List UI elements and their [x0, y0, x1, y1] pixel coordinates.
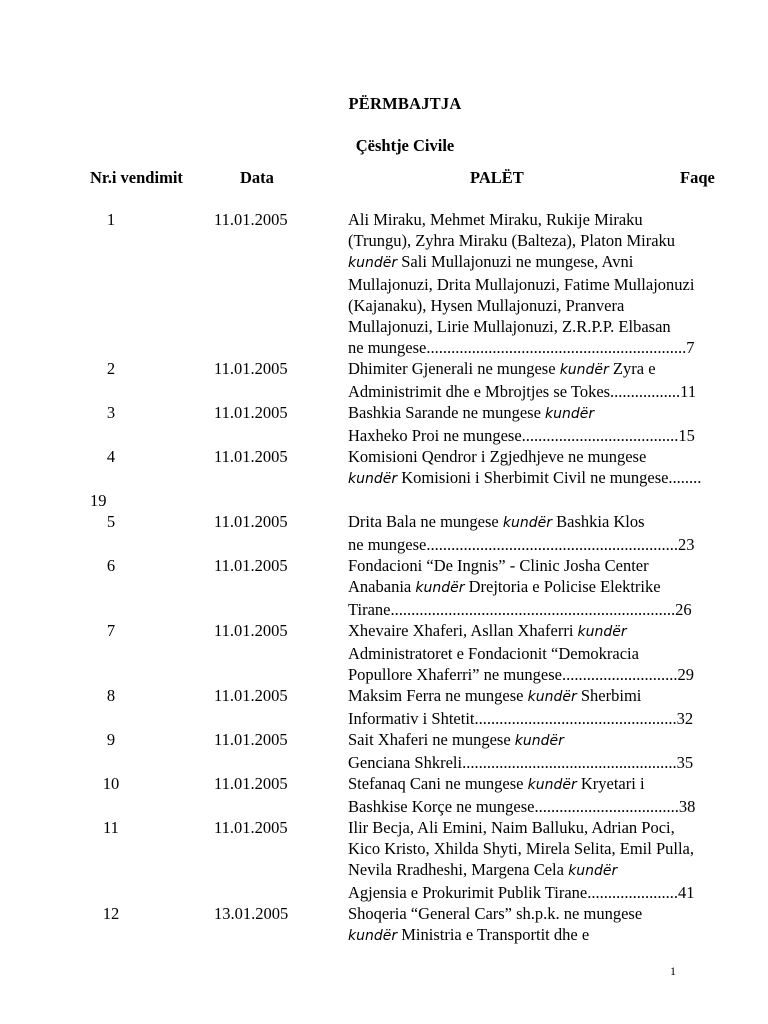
kunder-word: kundër — [348, 928, 398, 944]
kunder-word: kundër — [527, 777, 577, 793]
wrapped-page-number: 19 — [90, 491, 107, 510]
table-row — [0, 555, 768, 620]
parties-line — [348, 274, 720, 295]
parties-line — [348, 817, 720, 838]
decision-date: 11.01.2005 — [214, 512, 288, 531]
parties-segment: Fondacioni “De Ingnis” - Clinic Josha Center — [348, 556, 649, 575]
parties-segment: (Kajanaku), Hysen Mullajonuzi, Pranvera — [348, 296, 625, 315]
decision-number: 2 — [106, 359, 116, 378]
parties-text — [348, 620, 720, 685]
table-row — [0, 729, 768, 773]
parties-line — [348, 620, 720, 643]
kunder-word: kundër — [502, 515, 552, 531]
parties-segment: Popullore Xhaferri” ne mungese............................29 — [348, 665, 694, 684]
parties-line — [348, 924, 720, 947]
parties-line — [348, 425, 720, 446]
parties-line — [348, 381, 720, 402]
parties-line — [348, 446, 720, 467]
parties-line — [348, 664, 720, 685]
parties-line — [348, 859, 720, 882]
table-row — [0, 903, 768, 947]
decision-number: 5 — [106, 512, 116, 531]
parties-segment: Shoqeria “General Cars” sh.p.k. ne mungese — [348, 904, 643, 923]
kunder-word: kundër — [559, 362, 609, 378]
kunder-word: kundër — [348, 255, 398, 271]
page-number: 1 — [670, 964, 676, 978]
table-row — [0, 402, 768, 446]
parties-segment: Administratoret e Fondacionit “Demokracia — [348, 644, 639, 663]
parties-segment: Xhevaire Xhaferi, Asllan Xhaferri — [348, 621, 578, 640]
parties-line — [348, 534, 720, 555]
parties-segment: Komisioni Qendror i Zgjedhjeve ne mungese — [348, 447, 647, 466]
column-header-palet: PALËT — [470, 168, 524, 187]
table-row — [0, 773, 768, 817]
decision-date: 11.01.2005 — [214, 621, 288, 640]
decision-date: 11.01.2005 — [214, 556, 288, 575]
parties-segment: Bashkia Sarande ne mungese — [348, 403, 546, 422]
parties-line — [348, 882, 720, 903]
parties-line — [348, 467, 720, 490]
kunder-word: kundër — [527, 689, 577, 705]
kunder-word: kundër — [577, 624, 627, 640]
parties-segment: Haxheko Proi ne mungese......................................15 — [348, 426, 695, 445]
kunder-word: kundër — [348, 471, 398, 487]
parties-line — [348, 729, 720, 752]
kunder-word: kundër — [568, 863, 618, 879]
decision-date: 11.01.2005 — [214, 210, 288, 229]
parties-segment: Ali Miraku, Mehmet Miraku, Rukije Miraku — [348, 210, 643, 229]
parties-line — [348, 773, 720, 796]
parties-segment: Informativ i Shtetit.................................................32 — [348, 709, 694, 728]
parties-line — [348, 576, 720, 599]
parties-line — [348, 903, 720, 924]
decision-date: 11.01.2005 — [214, 686, 288, 705]
parties-segment: Mullajonuzi, Drita Mullajonuzi, Fatime Mullajonuzi — [348, 275, 695, 294]
column-header-data: Data — [240, 168, 274, 187]
parties-text — [348, 511, 720, 555]
parties-text — [348, 358, 720, 402]
parties-line — [348, 796, 720, 817]
parties-line — [348, 295, 720, 316]
decision-date: 11.01.2005 — [214, 818, 288, 837]
parties-line — [348, 358, 720, 381]
parties-segment: Ministria e Transportit dhe e — [397, 925, 590, 944]
parties-line — [348, 337, 720, 358]
parties-text — [348, 446, 720, 490]
parties-line — [348, 209, 720, 230]
parties-segment: Bashkise Korçe ne mungese...................................38 — [348, 797, 696, 816]
parties-text — [348, 555, 720, 620]
parties-line — [348, 511, 720, 534]
decision-number: 4 — [106, 447, 116, 466]
decision-date: 11.01.2005 — [214, 730, 288, 749]
decision-number: 12 — [102, 904, 120, 923]
parties-segment: Kryetari i — [576, 774, 645, 793]
parties-segment: Genciana Shkreli....................................................35 — [348, 753, 694, 772]
parties-segment: Stefanaq Cani ne mungese — [348, 774, 528, 793]
parties-segment: ne mungese.............................................................23 — [348, 535, 695, 554]
parties-line — [348, 752, 720, 773]
table-row — [0, 620, 768, 685]
table-row — [0, 511, 768, 555]
parties-line — [348, 708, 720, 729]
table-row — [0, 817, 768, 903]
parties-segment: Tirane.....................................................................26 — [348, 600, 692, 619]
parties-text — [348, 685, 720, 729]
parties-text — [348, 402, 720, 446]
parties-segment: Bashkia Klos — [551, 512, 645, 531]
parties-line — [348, 643, 720, 664]
table-row — [0, 446, 768, 490]
parties-segment: Drejtoria e Policise Elektrike — [464, 577, 661, 596]
parties-line — [348, 838, 720, 859]
decision-number: 9 — [106, 730, 116, 749]
decision-number: 11 — [103, 818, 119, 837]
parties-line — [348, 316, 720, 337]
table-row — [0, 358, 768, 402]
parties-segment: Dhimiter Gjenerali ne mungese — [348, 359, 560, 378]
column-header-faqe: Faqe — [680, 168, 715, 187]
parties-segment: Agjensia e Prokurimit Publik Tirane......................41 — [348, 883, 695, 902]
parties-segment: Zyra e — [608, 359, 656, 378]
parties-text — [348, 773, 720, 817]
parties-segment: Drita Bala ne mungese — [348, 512, 503, 531]
parties-line — [348, 251, 720, 274]
parties-line — [348, 402, 720, 425]
decision-number: 10 — [102, 774, 120, 793]
parties-text — [348, 817, 720, 903]
decision-number: 3 — [106, 403, 116, 422]
decision-number: 7 — [106, 621, 116, 640]
parties-segment: (Trungu), Zyhra Miraku (Balteza), Platon Miraku — [348, 231, 676, 250]
parties-segment: ne mungese...............................................................7 — [348, 338, 695, 357]
parties-line — [348, 599, 720, 620]
parties-segment: Administrimit dhe e Mbrojtjes se Tokes.................11 — [348, 382, 697, 401]
parties-line — [348, 555, 720, 576]
decision-number: 8 — [106, 686, 116, 705]
decision-number: 1 — [106, 210, 116, 229]
parties-text — [348, 209, 720, 358]
parties-segment: Nevila Rradheshi, Margena Cela — [348, 860, 569, 879]
parties-text — [348, 903, 720, 947]
section-subtitle: Çështje Civile — [355, 136, 455, 155]
kunder-word: kundër — [415, 580, 465, 596]
parties-segment: Anabania — [348, 577, 416, 596]
page-title: PËRMBAJTJA — [348, 94, 462, 113]
decision-date: 13.01.2005 — [214, 904, 289, 923]
parties-segment: Kico Kristo, Xhilda Shyti, Mirela Selita, Emil Pulla, — [348, 839, 695, 858]
table-row — [0, 209, 768, 358]
parties-text — [348, 729, 720, 773]
parties-segment: Komisioni i Sherbimit Civil ne mungese........ — [397, 468, 702, 487]
kunder-word: kundër — [514, 733, 564, 749]
decision-date: 11.01.2005 — [214, 359, 288, 378]
parties-segment: Maksim Ferra ne mungese — [348, 686, 528, 705]
parties-segment: Mullajonuzi, Lirie Mullajonuzi, Z.R.P.P. Elbasan — [348, 317, 671, 336]
decision-number: 6 — [106, 556, 116, 575]
parties-segment: Sali Mullajonuzi ne mungese, Avni — [397, 252, 634, 271]
column-header-nr: Nr.i vendimit — [90, 168, 183, 187]
kunder-word: kundër — [545, 406, 595, 422]
parties-line — [348, 230, 720, 251]
parties-segment: Sait Xhaferi ne mungese — [348, 730, 515, 749]
parties-segment: Sherbimi — [576, 686, 642, 705]
decision-date: 11.01.2005 — [214, 447, 288, 466]
parties-line — [348, 685, 720, 708]
decision-date: 11.01.2005 — [214, 403, 288, 422]
table-row — [0, 685, 768, 729]
contents-list — [0, 209, 768, 947]
parties-segment: Ilir Becja, Ali Emini, Naim Balluku, Adrian Poci, — [348, 818, 675, 837]
decision-date: 11.01.2005 — [214, 774, 288, 793]
